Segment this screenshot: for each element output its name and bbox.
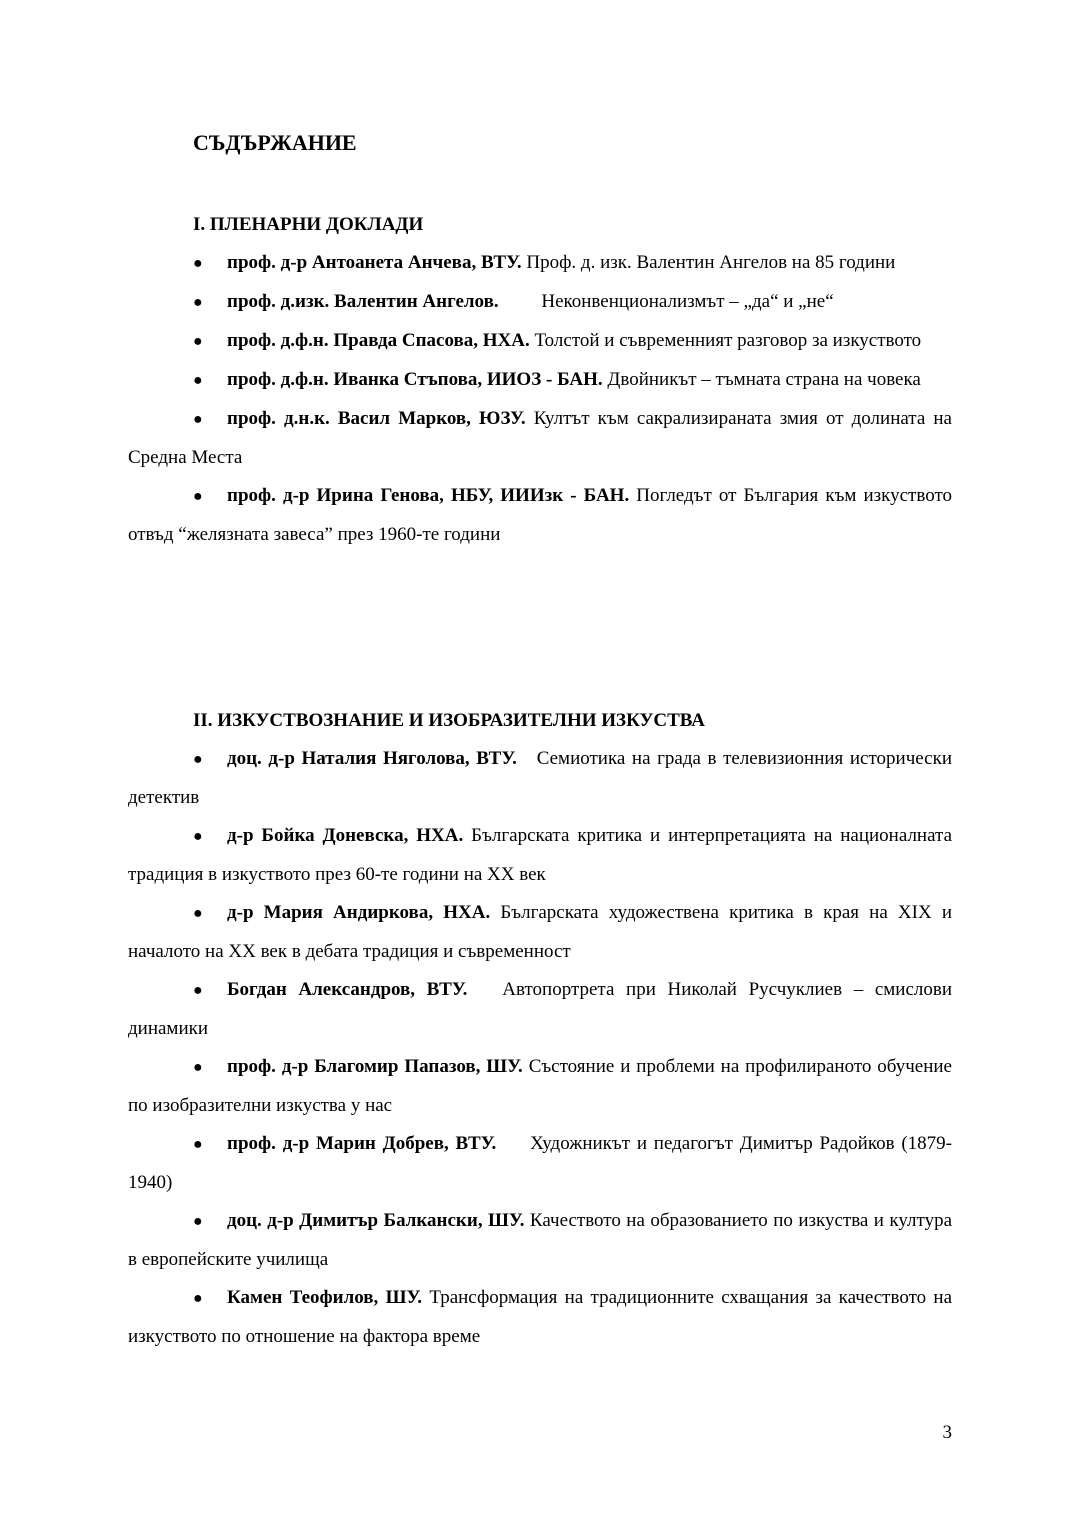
- toc-entry: [128, 361, 952, 400]
- entry-author: д-р Бойка Доневска, НХА.: [227, 825, 464, 846]
- toc-entry: [128, 283, 952, 322]
- bullet-icon: ●: [193, 982, 203, 999]
- entry-author: проф. д.ф.н. Правда Спасова, НХА.: [227, 330, 530, 351]
- entry-title: Толстой и съвременният разговор за изкуството: [534, 330, 922, 351]
- entry-author: проф. д.изк. Валентин Ангелов.: [227, 291, 499, 312]
- entry-title: Проф. д. изк. Валентин Ангелов на 85 години: [526, 252, 896, 273]
- entry-author: Камен Теофилов, ШУ.: [227, 1287, 423, 1308]
- entry-author: Богдан Александров, ВТУ.: [227, 979, 468, 1000]
- bullet-icon: ●: [193, 488, 203, 505]
- toc-entry: [128, 894, 952, 971]
- toc-entry: [128, 244, 952, 283]
- entry-author: проф. д-р Благомир Папазов, ШУ.: [227, 1056, 523, 1077]
- bullet-icon: ●: [193, 255, 203, 272]
- entry-title: Художникът и педагогът Димитър Радойков (1879-1940): [128, 1133, 953, 1193]
- bullet-icon: ●: [193, 751, 203, 768]
- bullet-icon: ●: [193, 905, 203, 922]
- bullet-icon: ●: [193, 333, 203, 350]
- toc-entry: [128, 740, 952, 817]
- toc-entry: [128, 1048, 952, 1125]
- entry-author: д-р Мария Андиркова, НХА.: [227, 902, 491, 923]
- entry-author: доц. д-р Димитър Балкански, ШУ.: [227, 1210, 525, 1231]
- entry-author: доц. д-р Наталия Няголова, ВТУ.: [227, 748, 517, 769]
- bullet-icon: ●: [193, 1136, 203, 1153]
- entry-title: Култът към сакрализираната змия от долината на Средна Места: [128, 408, 952, 468]
- bullet-icon: ●: [193, 1059, 203, 1076]
- entry-title: Състояние и проблеми на профилираното обучение по изобразителни изкуства у нас: [128, 1056, 952, 1116]
- entry-author: проф. д-р Антоанета Анчева, ВТУ.: [227, 252, 522, 273]
- entry-title: Двойникът – тъмната страна на човека: [607, 369, 921, 390]
- entry-title: Качеството на образованието по изкуства и култура в европейските училища: [128, 1210, 953, 1270]
- toc-entry: [128, 1202, 952, 1279]
- section-art-studies: [128, 702, 952, 1356]
- toc-entry: [128, 477, 952, 554]
- page-number: 3: [942, 1422, 952, 1443]
- bullet-icon: ●: [193, 372, 203, 389]
- bullet-icon: ●: [193, 828, 203, 845]
- section-plenary: [128, 206, 952, 554]
- toc-entry: [128, 971, 952, 1048]
- toc-entry: [128, 400, 952, 477]
- entry-title: Погледът от България към изкуството отвъд “желязната завеса” през 1960-те години: [128, 485, 952, 545]
- entry-author: проф. д-р Ирина Генова, НБУ, ИИИзк - БАН.: [227, 485, 630, 506]
- entry-title: Неконвенционализмът – „да“ и „не“: [541, 291, 834, 312]
- entry-author: проф. д.ф.н. Иванка Стъпова, ИИОЗ - БАН.: [227, 369, 603, 390]
- entry-title: Българската критика и интерпретацията на националната традиция в изкуството през 60-те години на ХХ век: [128, 825, 953, 885]
- toc-entry: [128, 322, 952, 361]
- bullet-icon: ●: [193, 411, 203, 428]
- section-heading: I. ПЛЕНАРНИ ДОКЛАДИ: [193, 214, 424, 235]
- page-title: СЪДЪРЖАНИЕ: [193, 130, 357, 155]
- toc-entry: [128, 817, 952, 894]
- toc-entry: [128, 1279, 952, 1356]
- bullet-icon: ●: [193, 1213, 203, 1230]
- toc-entry: [128, 1125, 952, 1202]
- entry-author: проф. д.н.к. Васил Марков, ЮЗУ.: [227, 408, 526, 429]
- section-heading: II. ИЗКУСТВОЗНАНИЕ И ИЗОБРАЗИТЕЛНИ ИЗКУСТВА: [193, 710, 705, 731]
- bullet-icon: ●: [193, 294, 203, 311]
- entry-author: проф. д-р Марин Добрев, ВТУ.: [227, 1133, 497, 1154]
- entry-title: Българската художествена критика в края на XIX и началото на XX век в дебата традиция и съвременност: [128, 902, 953, 962]
- entry-title: Семиотика на града в телевизионния исторически детектив: [128, 748, 952, 808]
- entry-title: Трансформация на традиционните схващания за качеството на изкуството по отношение на фактора време: [128, 1287, 953, 1347]
- entry-title: Автопортрета при Николай Русчуклиев – смислови динамики: [128, 979, 953, 1039]
- bullet-icon: ●: [193, 1290, 203, 1307]
